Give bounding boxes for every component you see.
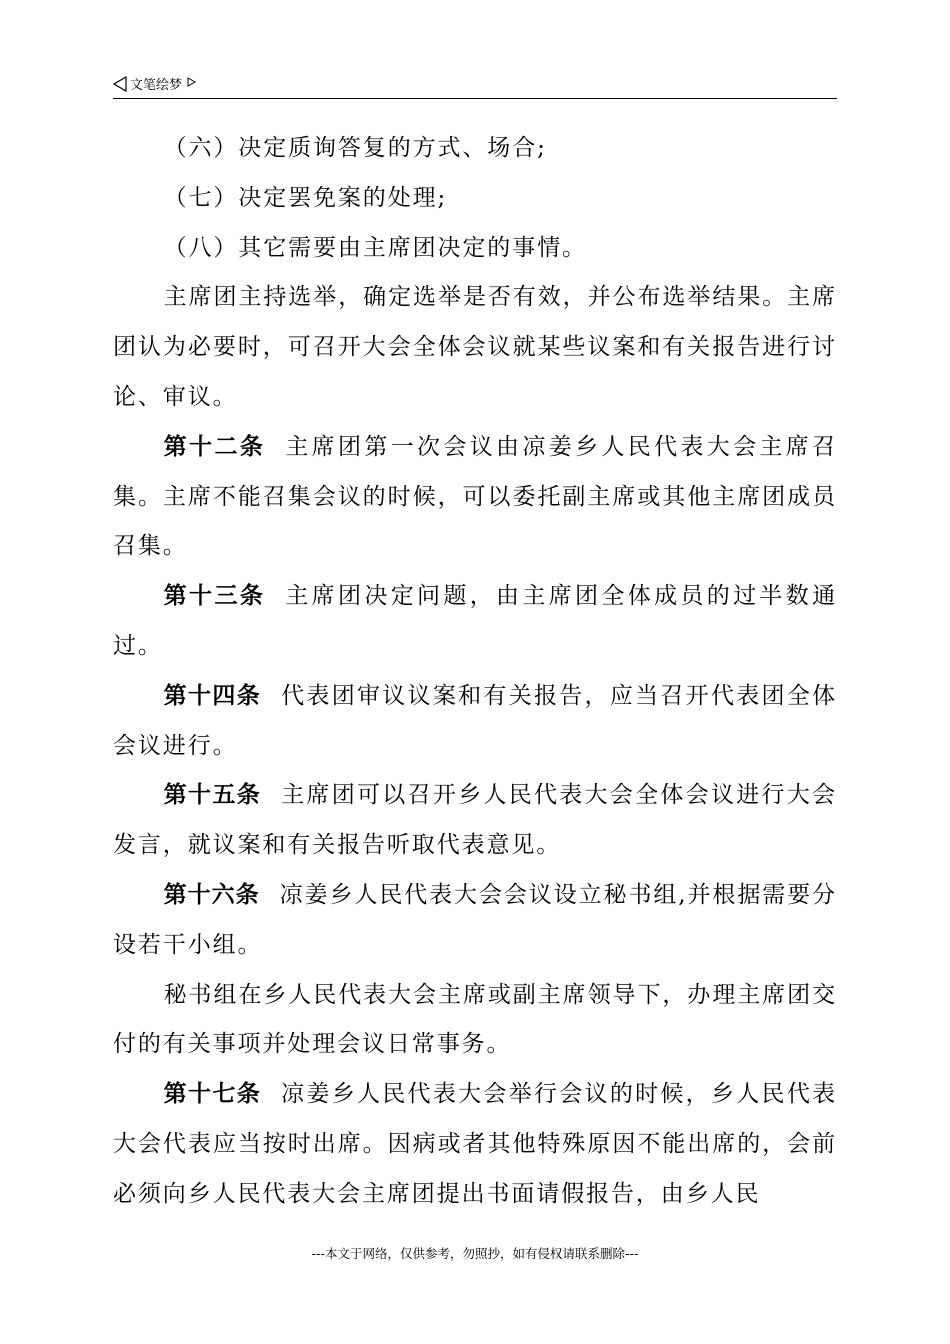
paragraph-text: 秘书组在乡人民代表大会主席或副主席领导下，办理主席团交付的有关事项并处理会议日常事务。 — [113, 981, 837, 1058]
body-paragraph — [113, 124, 837, 174]
article-number: 第十二条 — [163, 433, 266, 460]
article-paragraph — [113, 1070, 837, 1219]
paragraph-text: （八）其它需要由主席团决定的事情。 — [163, 234, 587, 261]
triangle-left-outline-icon — [113, 76, 127, 92]
header-brand-text: 文笔绘梦 — [130, 78, 183, 93]
header-brand — [113, 74, 196, 93]
article-paragraph — [113, 672, 837, 772]
article-paragraph — [113, 572, 837, 672]
body-paragraph — [113, 273, 837, 422]
body-paragraph — [113, 971, 837, 1071]
article-number: 第十三条 — [163, 583, 266, 610]
article-number: 第十四条 — [163, 682, 262, 709]
article-paragraph — [113, 771, 837, 871]
paragraph-text: 凉姜乡人民代表大会会议设立秘书组,并根据需要分设若干小组。 — [113, 881, 837, 958]
body-paragraph — [113, 224, 837, 274]
footer-notice: ---本文于网络，仅供参考，勿照抄，如有侵权请联系删除--- — [311, 1246, 639, 1261]
article-number: 第十六条 — [163, 881, 260, 908]
paragraph-text: （六）决定质询答复的方式、场合; — [163, 135, 547, 161]
page-header — [113, 70, 837, 99]
paragraph-text: 主席团决定问题，由主席团全体成员的过半数通过。 — [113, 583, 837, 659]
paragraph-text: 凉姜乡人民代表大会举行会议的时候，乡人民代表大会代表应当按时出席。因病或者其他特殊原因不能出席的，会前必须向乡人民代表大会主席团提出书面请假报告，由乡人民 — [113, 1081, 837, 1207]
paragraph-text: 主席团主持选举，确定选举是否有效，并公布选举结果。主席团认为必要时，可召开大会全体会议就某些议案和有关报告进行讨论、审议。 — [113, 284, 837, 410]
article-number: 第十五条 — [163, 782, 262, 809]
article-paragraph — [113, 871, 837, 971]
paragraph-text: 代表团审议议案和有关报告，应当召开代表团全体会议进行。 — [113, 682, 837, 759]
triangle-right-outline-icon — [187, 76, 196, 86]
document-body — [113, 124, 837, 1220]
paragraph-text: 主席团可以召开乡人民代表大会全体会议进行大会发言，就议案和有关报告听取代表意见。 — [113, 782, 837, 859]
article-paragraph — [113, 423, 837, 572]
paragraph-text: （七）决定罢免案的处理; — [163, 184, 448, 211]
body-paragraph — [113, 174, 837, 224]
paragraph-text: 主席团第一次会议由凉姜乡人民代表大会主席召集。主席不能召集会议的时候，可以委托副主席或其他主席团成员召集。 — [113, 433, 837, 560]
article-number: 第十七条 — [163, 1081, 262, 1108]
